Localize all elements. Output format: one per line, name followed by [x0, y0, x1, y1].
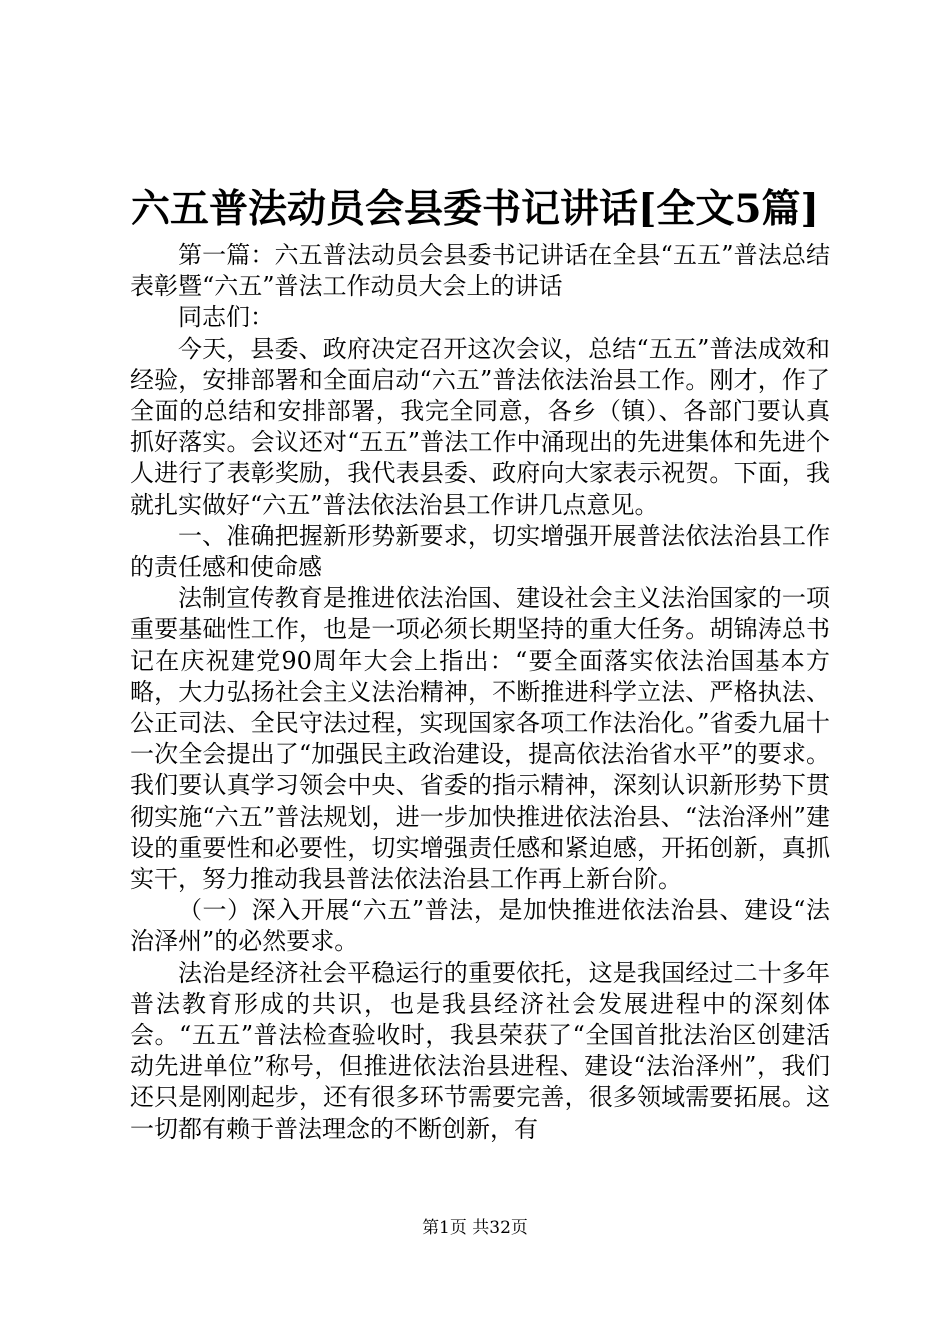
paragraph-legal-education: 法制宣传教育是推进依法治国、建设社会主义法治国家的一项重要基础性工作，也是一项必须长期坚持的重大任务。胡锦涛总书记在庆祝建党90周年大会上指出：“要全面落实依法治国基本方略，大力弘扬社会主义法治精神，不断推进科学立法、严格执法、公正司法、全民守法过程，实现国家各项工作法治化。”省委九届十一次全会提出了“加强民主政治建设，提高依法治省水平”的要求。我们要认真学习领会中央、省委的指示精神，深刻认识新形势下贯彻实施“六五”普法规划，进一步加快推进依法治县、“法治泽州”建设的重要性和必要性，切实增强责任感和紧迫感，开拓创新，真抓实干，努力推动我县普法依法治县工作再上新台阶。: [130, 584, 830, 894]
paragraph-opening: 今天，县委、政府决定召开这次会议，总结“五五”普法成效和经验，安排部署和全面启动“六五”普法依法治县工作。刚才，作了全面的总结和安排部署，我完全同意，各乡（镇）、各部门要认真抓好落实。会议还对“五五”普法工作中涌现出的先进集体和先进个人进行了表彰奖励，我代表县委、政府向大家表示祝贺。下面，我就扎实做好“六五”普法依法治县工作讲几点意见。: [130, 334, 830, 519]
paragraph-rule-of-law: 法治是经济社会平稳运行的重要依托，这是我国经过二十多年普法教育形成的共识，也是我县经济社会发展进程中的深刻体会。“五五”普法检查验收时，我县荣获了“全国首批法治区创建活动先进单位”称号，但推进依法治县进程、建设“法治泽州”，我们还只是刚刚起步，还有很多环节需要完善，很多领域需要拓展。这一切都有赖于普法理念的不断创新，有: [130, 958, 830, 1143]
page-number-footer: 第1页 共32页: [422, 1218, 528, 1238]
paragraph-heading-part-one: 第一篇：六五普法动员会县委书记讲话在全县“五五”普法总结表彰暨“六五”普法工作动员大会上的讲话: [130, 241, 830, 301]
paragraph-salutation: 同志们：: [178, 303, 274, 332]
document-body: [130, 240, 830, 1145]
document-title: 六五普法动员会县委书记讲话[全文5篇]: [130, 186, 820, 232]
paragraph-subsection-one-heading: （一）深入开展“六五”普法，是加快推进依法治县、建设“法治泽州”的必然要求。: [130, 896, 830, 956]
paragraph-section-one-heading: 一、准确把握新形势新要求，切实增强开展普法依法治县工作的责任感和使命感: [130, 521, 830, 582]
